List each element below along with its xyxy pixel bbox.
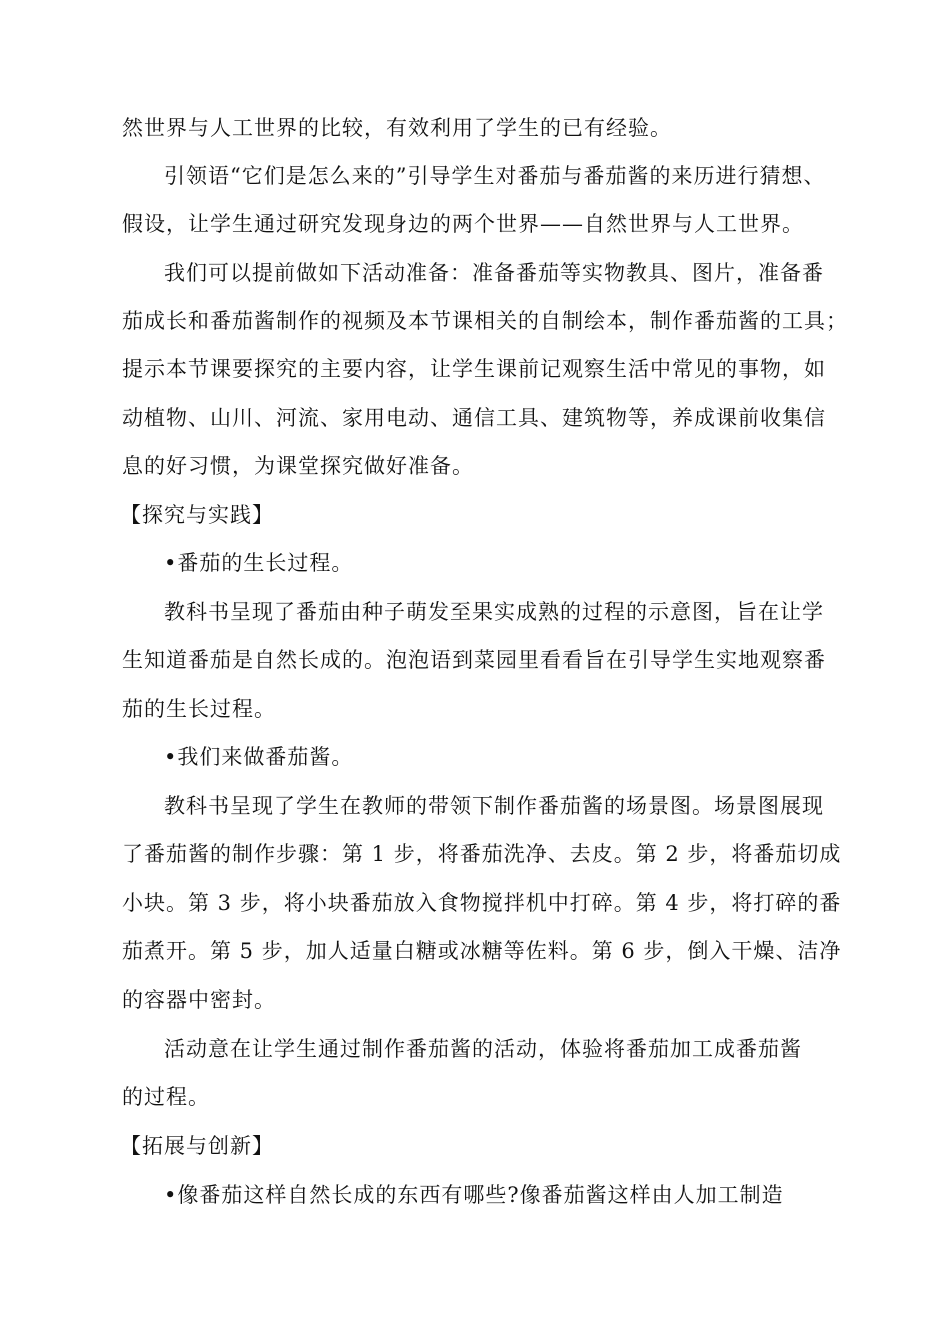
bullet-item: •像番茄这样自然长成的东西有哪些?像番茄酱这样由人加工制造 (164, 1183, 784, 1207)
paragraph-line: 了番茄酱的制作步骤：第 1 步，将番茄洗净、去皮。第 2 步，将番茄切成 (122, 842, 842, 866)
paragraph-line: 引领语“它们是怎么来的”引导学生对番茄与番茄酱的来历进行猜想、 (164, 164, 826, 188)
paragraph-line: 茄的生长过程。 (122, 697, 276, 721)
paragraph-line: 的过程。 (122, 1085, 210, 1109)
paragraph-line: 活动意在让学生通过制作番茄酱的活动，体验将番茄加工成番茄酱 (164, 1037, 802, 1061)
paragraph-line: 息的好习惯，为课堂探究做好准备。 (122, 454, 474, 478)
paragraph-line: 提示本节课要探究的主要内容，让学生课前记观察生活中常见的事物，如 (122, 357, 826, 381)
paragraph-line: 生知道番茄是自然长成的。泡泡语到菜园里看看旨在引导学生实地观察番 (122, 648, 826, 672)
paragraph-line: 动植物、山川、河流、家用电动、通信工具、建筑物等，养成课前收集信 (122, 406, 826, 430)
paragraph-line: 教科书呈现了番茄由种子萌发至果实成熟的过程的示意图，旨在让学 (164, 600, 824, 624)
bullet-item: •番茄的生长过程。 (164, 551, 354, 575)
section-heading: 【拓展与创新】 (120, 1134, 274, 1158)
paragraph-line: 茄煮开。第 5 步，加人适量白糖或冰糖等佐料。第 6 步，倒入干燥、洁净 (122, 939, 842, 963)
paragraph-line: 教科书呈现了学生在教师的带领下制作番茄酱的场景图。场景图展现 (164, 794, 824, 818)
paragraph-line: 我们可以提前做如下活动准备：准备番茄等实物教具、图片，准备番 (164, 261, 824, 285)
paragraph-line: 小块。第 3 步，将小块番茄放入食物搅拌机中打碎。第 4 步，将打碎的番 (122, 891, 842, 915)
paragraph-line: 假设，让学生通过研究发现身边的两个世界——自然世界与人工世界。 (122, 212, 804, 236)
section-heading: 【探究与实践】 (120, 503, 274, 527)
paragraph-line: 的容器中密封。 (122, 988, 276, 1012)
paragraph-line: 然世界与人工世界的比较，有效利用了学生的已有经验。 (122, 116, 672, 140)
paragraph-line: 茄成长和番茄酱制作的视频及本节课相关的自制绘本，制作番茄酱的工具； (122, 309, 848, 333)
bullet-item: •我们来做番茄酱。 (164, 745, 354, 769)
